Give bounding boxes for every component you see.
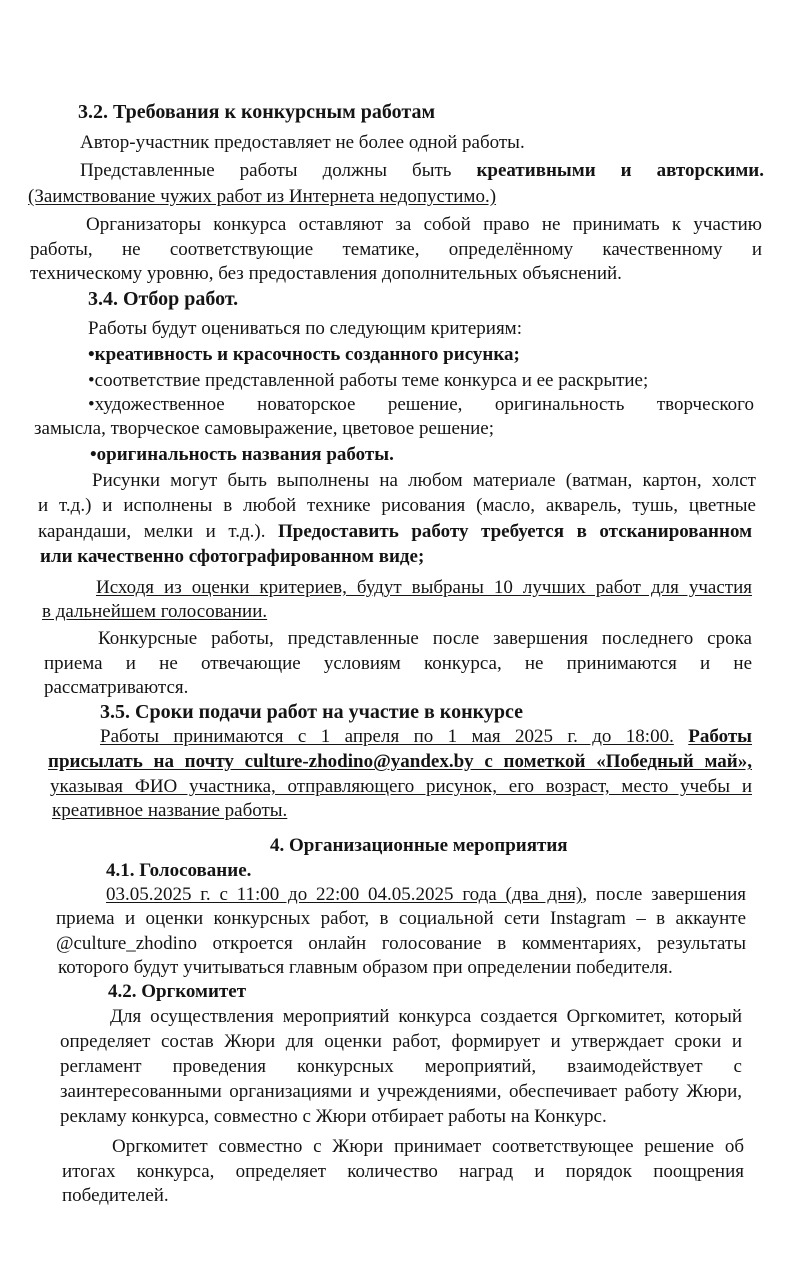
criteria-item: •креативность и красочность созданного рисунка; [88, 344, 520, 365]
paragraph-line: в дальнейшем голосовании. [42, 601, 268, 622]
paragraph-line: заинтересованными организациями и учреждениями, обеспечивает работу Жюри, [60, 1081, 742, 1102]
paragraph-line: техническому уровню, без предоставления дополнительных объяснений. [30, 263, 622, 284]
paragraph-line: Оргкомитет совместно с Жюри принимает соответствующее решение об [112, 1136, 744, 1157]
paragraph-line: присылать на почту culture-zhodino@yandex.by с пометкой «Победный май», [48, 751, 752, 772]
paragraph-line: Конкурсные работы, представленные после завершения последнего срока [98, 628, 752, 649]
criteria-item: •соответствие представленной работы теме конкурса и ее раскрытие; [88, 370, 649, 391]
paragraph-line: креативное название работы. [52, 800, 288, 821]
paragraph-line: определяет состав Жюри для оценки работ, формирует и утверждает сроки и [60, 1031, 742, 1052]
section-4-heading: 4. Организационные мероприятия [270, 835, 568, 856]
section-4-2-heading: 4.2. Оргкомитет [108, 981, 247, 1002]
paragraph-line: рассматриваются. [44, 677, 189, 698]
paragraph-line: которого будут учитываться главным образом при определении победителя. [58, 957, 673, 978]
paragraph-line: 03.05.2025 г. с 11:00 до 22:00 04.05.2025 года (два дня), после завершения [106, 884, 747, 905]
section-3-5-heading: 3.5. Сроки подачи работ на участие в конкурсе [100, 701, 523, 723]
paragraph-line: приема и оценки конкурсных работ, в социальной сети Instagram – в аккаунте [56, 908, 746, 929]
paragraph-line: регламент проведения конкурсных мероприятий, взаимодействует с [60, 1056, 742, 1077]
paragraph-line: Представленные работы должны быть креативными и авторскими. [80, 160, 765, 181]
paragraph-line: рекламу конкурса, совместно с Жюри отбирает работы на Конкурс. [60, 1106, 607, 1127]
paragraph-note: (Заимствование чужих работ из Интернета недопустимо.) [28, 186, 497, 207]
paragraph-line: итогах конкурса, определяет количество наград и порядок поощрения [62, 1161, 744, 1182]
paragraph-line: Автор-участник предоставляет не более одной работы. [80, 132, 525, 153]
paragraph-line: карандаши, мелки и т.д.). Предоставить работу требуется в отсканированном [38, 521, 753, 542]
section-4-1-heading: 4.1. Голосование. [106, 860, 252, 881]
paragraph-line: Для осуществления мероприятий конкурса создается Оргкомитет, который [110, 1006, 742, 1027]
paragraph-line: приема и не отвечающие условиям конкурса, не принимаются и не [44, 653, 752, 674]
paragraph-line: Рисунки могут быть выполнены на любом материале (ватман, картон, холст [92, 470, 756, 491]
paragraph-line: победителей. [62, 1185, 169, 1206]
paragraph-line: Работы будут оцениваться по следующим критериям: [88, 318, 522, 339]
paragraph-line: работы, не соответствующие тематике, определённому качественному и [30, 239, 762, 260]
paragraph-line: и т.д.) и исполнены в любой технике рисования (масло, акварель, тушь, цветные [38, 495, 756, 516]
criteria-item: замысла, творческое самовыражение, цветовое решение; [34, 418, 495, 439]
paragraph-line: или качественно сфотографированном виде; [40, 546, 425, 567]
paragraph-line: указывая ФИО участника, отправляющего рисунок, его возраст, место учебы и [50, 776, 752, 797]
section-3-4-heading: 3.4. Отбор работ. [88, 288, 239, 310]
criteria-item: •оригинальность названия работы. [90, 444, 394, 465]
paragraph-line: Работы принимаются с 1 апреля по 1 мая 2025 г. до 18:00. Работы [100, 726, 753, 747]
paragraph-line: Исходя из оценки критериев, будут выбраны 10 лучших работ для участия [96, 577, 752, 598]
paragraph-line: @culture_zhodino откроется онлайн голосование в комментариях, результаты [56, 933, 746, 954]
paragraph-line: Организаторы конкурса оставляют за собой право не принимать к участию [86, 214, 762, 235]
criteria-item: •художественное новаторское решение, оригинальность творческого [88, 394, 754, 415]
section-3-2-heading: 3.2. Требования к конкурсным работам [78, 101, 436, 123]
